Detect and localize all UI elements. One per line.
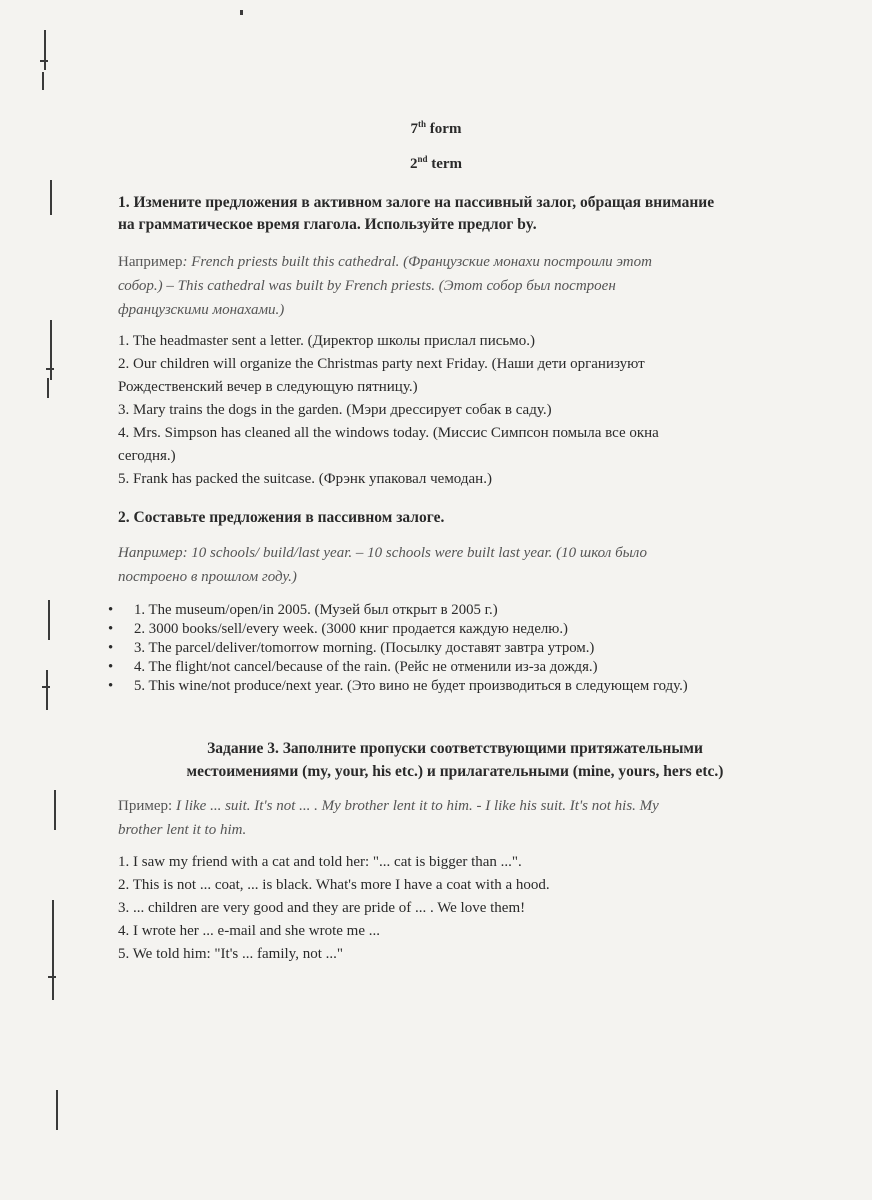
section2-title: 2. Составьте предложения в пассивном залоге.	[118, 509, 445, 526]
list-item: • 1. The museum/open/in 2005. (Музей был открыт в 2005 г.)	[108, 601, 808, 620]
term-heading: 2nd term	[409, 154, 463, 172]
list-item: • 4. The flight/not cancel/because of the rain. (Рейс не отменили из-за дождя.)	[108, 658, 808, 677]
list-item: 5. We told him: "It's ... family, not ..."	[118, 946, 343, 962]
section1-title: 1. Измените предложения в активном залоге на пассивный залог, обращая внимание на грамматическое время глагола. Используйте предлог by.	[118, 194, 715, 233]
list-item: 1. I saw my friend with a cat and told her: "... cat is bigger than ...".	[118, 854, 522, 870]
list-item: 3. Mary trains the dogs in the garden. (Мэри дрессирует собак в саду.)	[118, 402, 552, 418]
section3-title: Задание 3. Заполните пропуски соответствующими притяжательными местоимениями (my, your, his etc.) и прилагательными (mine, yours, hers etc.)	[186, 740, 724, 780]
list-item: • 3. The parcel/deliver/tomorrow morning. (Посылку доставят завтра утром.)	[108, 639, 808, 658]
list-item: сегодня.)	[118, 448, 176, 464]
section1-items	[118, 330, 808, 491]
list-item: 3. ... children are very good and they are pride of ... . We love them!	[118, 900, 526, 916]
section3-example: Пример: I like ... suit. It's not ... . My brother lent it to him. - I like his suit. It's not his. My brother lent it to him.	[118, 798, 659, 838]
form-heading: 7th form	[410, 119, 462, 137]
section3-items	[118, 851, 808, 966]
list-item: 1. The headmaster sent a letter. (Директор школы прислал письмо.)	[118, 333, 535, 349]
list-item: • 2. 3000 books/sell/every week. (3000 книг продается каждую неделю.)	[108, 620, 808, 639]
list-item: 5. Frank has packed the suitcase. (Фрэнк упаковал чемодан.)	[118, 471, 492, 487]
list-item: 2. This is not ... coat, ... is black. What's more I have a coat with a hood.	[118, 877, 550, 893]
section1-example: Например: French priests built this cathedral. (Французские монахи построили этот собор.) – This cathedral was built by French priests. (Этот собор был построен французскими монахами.)	[118, 254, 652, 318]
list-item: Рождественский вечер в следующую пятницу.)	[118, 379, 418, 395]
list-item: 4. Mrs. Simpson has cleaned all the windows today. (Миссис Симпсон помыла все окна	[118, 425, 659, 441]
list-item: 2. Our children will organize the Christmas party next Friday. (Наши дети организуют	[118, 356, 645, 372]
list-item: 4. I wrote her ... e-mail and she wrote me ...	[118, 923, 380, 939]
list-item: • 5. This wine/not produce/next year. (Это вино не будет производиться в следующем году.)	[108, 677, 808, 696]
section2-example: Например: 10 schools/ build/last year. – 10 schools were built last year. (10 школ было построено в прошлом году.)	[118, 545, 648, 585]
section2-items	[108, 601, 808, 696]
